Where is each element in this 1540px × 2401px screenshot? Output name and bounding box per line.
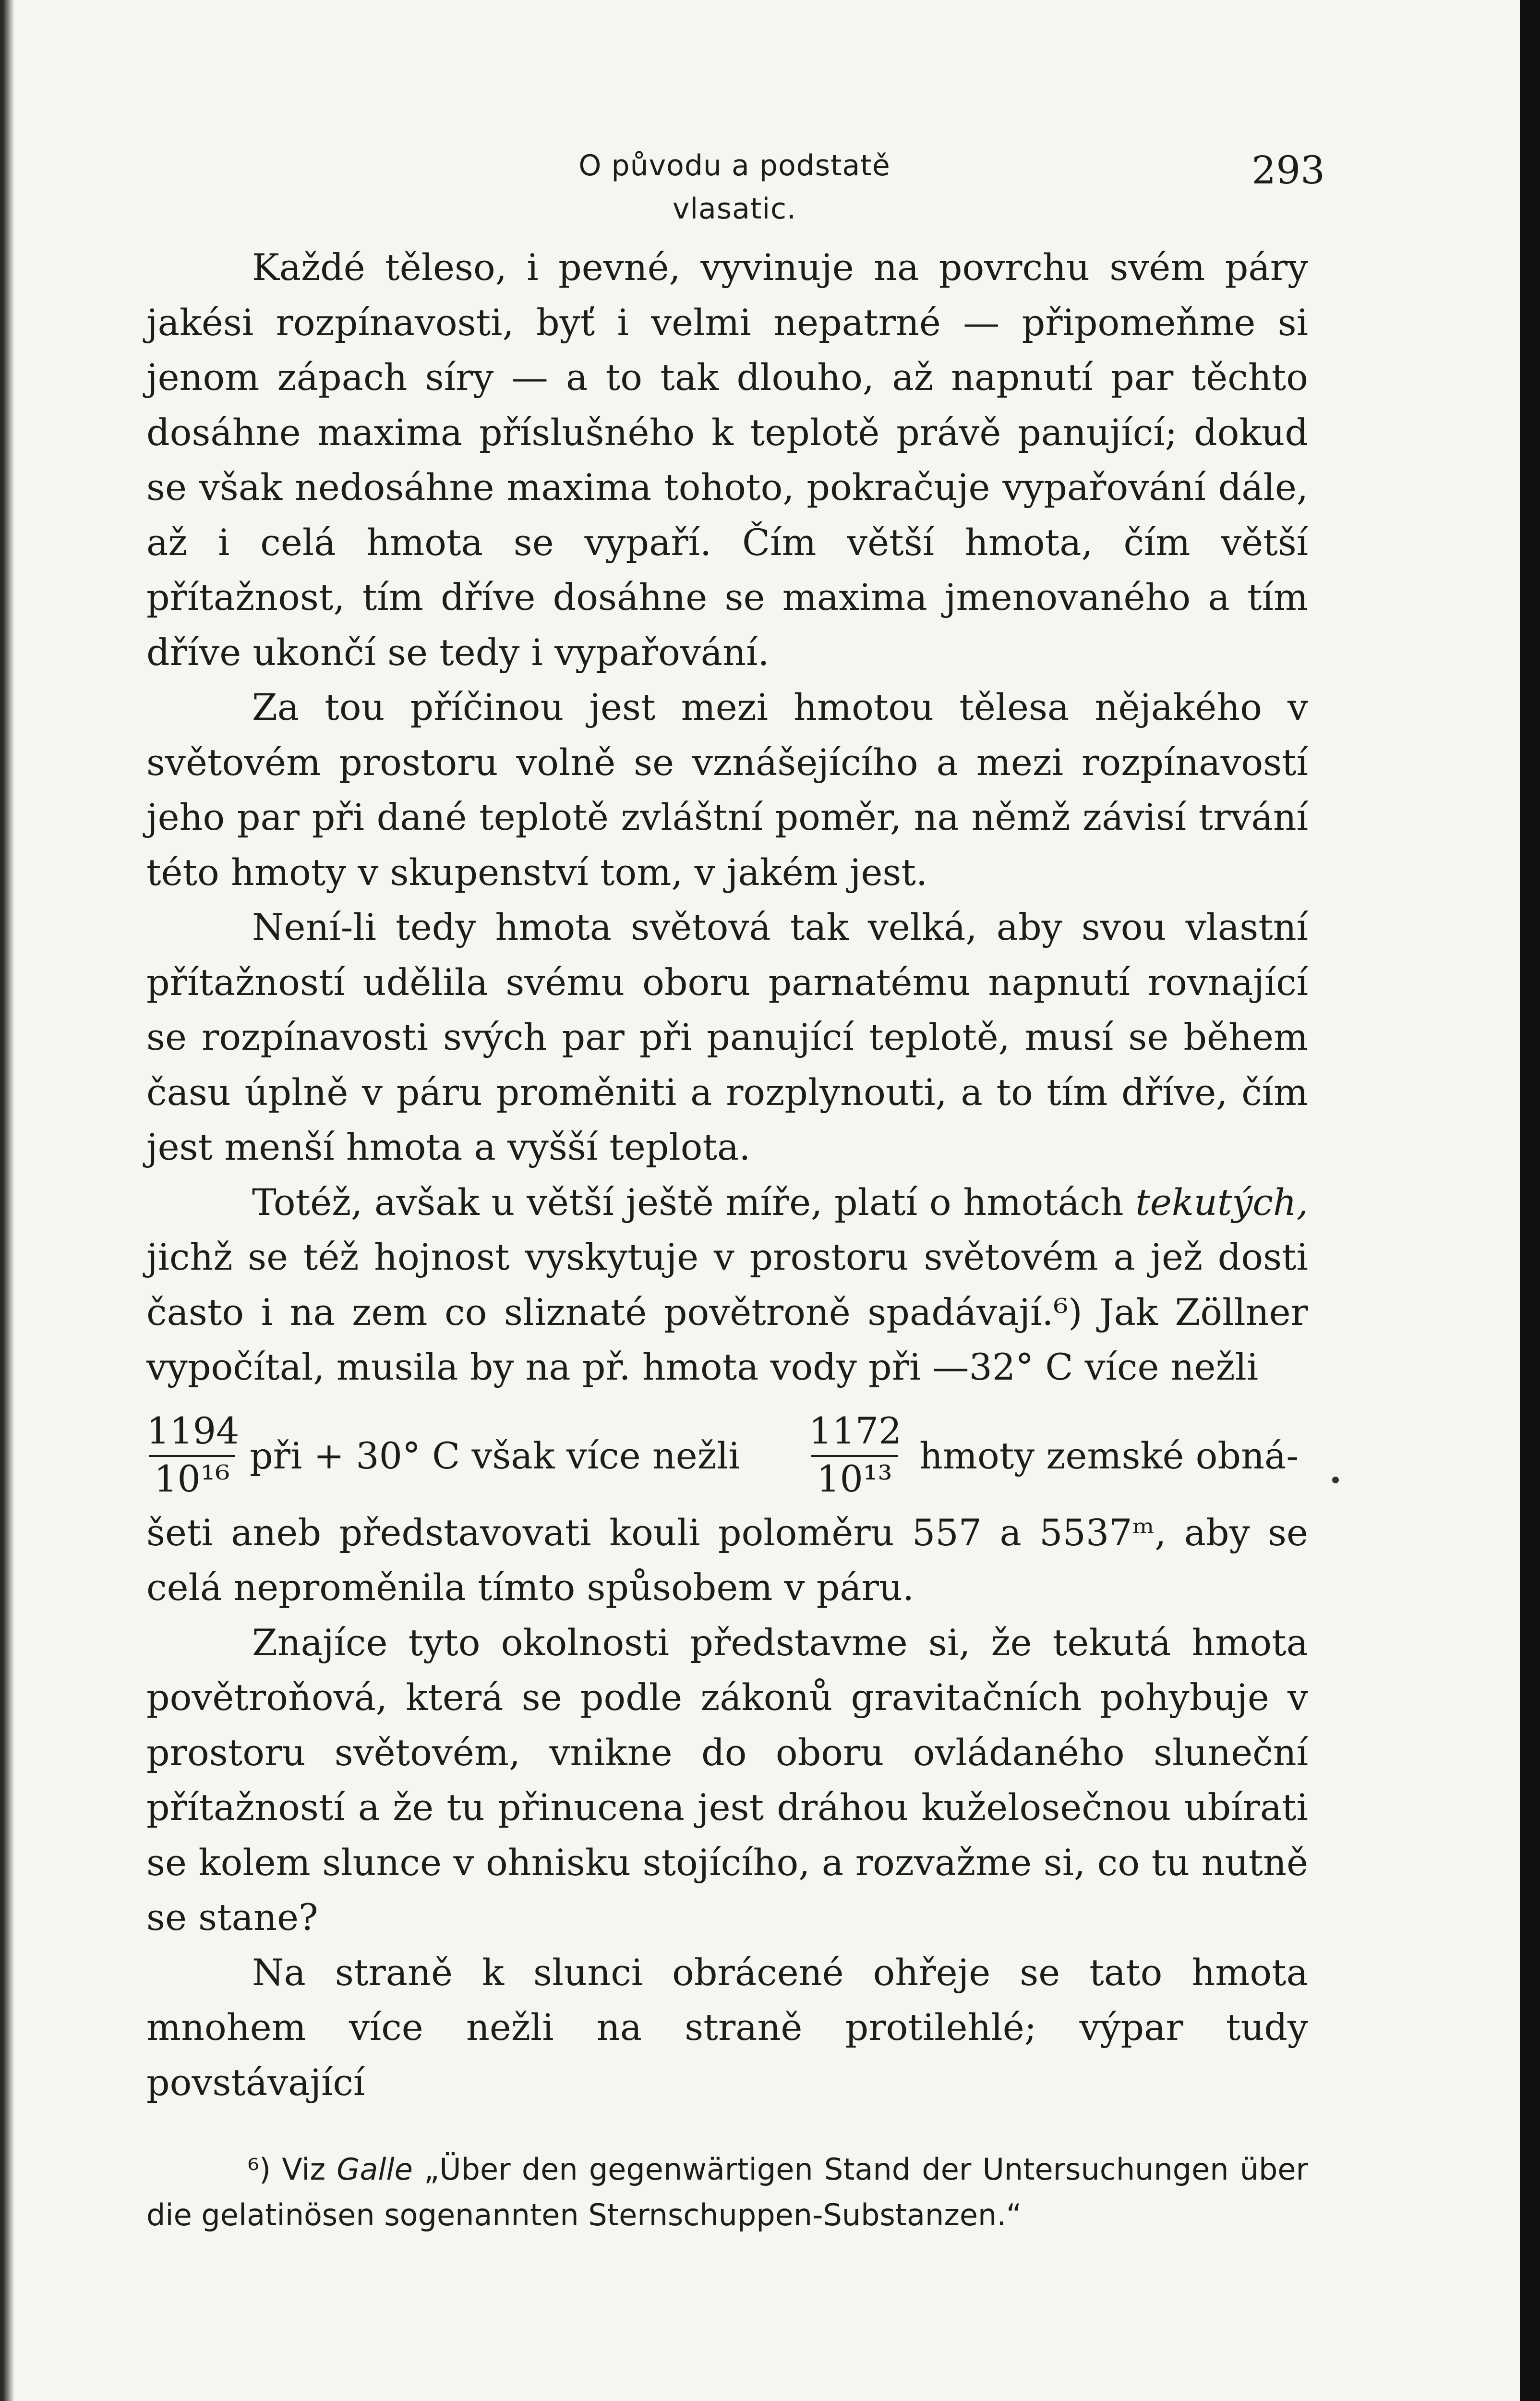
fraction-1-bar bbox=[149, 1455, 235, 1457]
fraction-2 bbox=[809, 1395, 900, 1505]
footnote-text: „Über den gegenwärtigen Stand der Untersuchungen über die gelatinösen sogenannten Sternschuppen-Substanzen.“ bbox=[146, 2152, 1309, 2232]
page-number: 293 bbox=[1251, 148, 1325, 193]
page-body bbox=[146, 240, 1308, 2110]
scan-edge-left bbox=[0, 0, 14, 2401]
paragraph-2: Za tou příčinou jest mezi hmotou tělesa nějakého v světovém prostoru volně se vznášejícího a mezi rozpínavostí jeho par při dané teplotě zvláštní poměr, na němž závisí trvání této hmoty v skupenství tom, v jakém jest. bbox=[146, 686, 1308, 894]
footnote-marker: ⁶) Viz bbox=[247, 2152, 337, 2187]
footnote-author: Galle bbox=[337, 2152, 413, 2187]
fraction-2-bar bbox=[811, 1455, 898, 1457]
fraction-1 bbox=[146, 1395, 238, 1505]
paragraph-4-rest: jichž se též hojnost vyskytuje v prostoru světovém a jež dosti často i na zem co sliznaté povětroně spadávají.⁶) Jak Zöllner vypočítal, musila by na př. hmota vody při —32° C více nežli bbox=[146, 1236, 1308, 1388]
paragraph-1: Každé těleso, i pevné, vyvinuje na povrchu svém páry jakési rozpínavosti, byť i velmi nepatrné — připomeňme si jenom zápach síry — a to tak dlouho, až napnutí par těchto dosáhne maxima příslušného k teplotě právě panující; dokud se však nedosáhne maxima tohoto, pokračuje vypařování dále, až i celá hmota se vypaří. Čím větší hmota, čím větší přítažnost, tím dříve dosáhne se maxima jmenovaného a tím dříve ukončí se tedy i vypařování. bbox=[146, 246, 1308, 674]
paragraph-4-start: Totéž, avšak u větší ještě míře, platí o hmotách bbox=[252, 1180, 1136, 1224]
paragraph-5: Znajíce tyto okolnosti představme si, že tekutá hmota povětroňová, která se podle zákonů gravitačních pohybuje v prostoru světovém, vnikne do oboru ovládaného sluneční přítažností a že tu přinucena jest dráhou kuželosečnou ubírati se kolem slunce v ohnisku stojícího, a rozvažme si, co tu nutně se stane? bbox=[146, 1621, 1308, 1939]
paragraph-6: Na straně k slunci obrácené ohřeje se tato hmota mnohem více nežli na straně protilehlé; výpar tudy povstávající bbox=[146, 1951, 1308, 2104]
formula-middle-text: při + 30° C však více nežli bbox=[250, 1434, 740, 1477]
running-title: O původu a podstatě vlasatic. bbox=[578, 149, 890, 226]
paragraph-4 bbox=[146, 1175, 1308, 1395]
formula-line bbox=[146, 1395, 1308, 1505]
fraction-2-numerator: 1172 bbox=[809, 1409, 902, 1452]
paragraph-4-italic: tekutých, bbox=[1135, 1180, 1308, 1224]
stray-dot bbox=[1332, 1477, 1339, 1483]
fraction-1-denominator: 10¹⁶ bbox=[154, 1457, 230, 1500]
fraction-1-numerator: 1194 bbox=[146, 1409, 240, 1452]
footnote bbox=[146, 2146, 1308, 2238]
paragraph-4-end: šeti aneb představovati kouli poloměru 557 a 5537ᵐ, aby se celá neproměnila tímto spůsobem v páru. bbox=[146, 1511, 1308, 1609]
formula-end-text: hmoty zemské obná- bbox=[919, 1434, 1299, 1477]
fraction-2-denominator: 10¹³ bbox=[817, 1457, 892, 1500]
scan-edge-right bbox=[1520, 0, 1540, 2401]
paragraph-3: Není-li tedy hmota světová tak velká, aby svou vlastní přítažností udělila svému oboru parnatému napnutí rovnající se rozpínavosti svých par při panující teplotě, musí se během času úplně v páru proměniti a rozplynouti, a to tím dříve, čím jest menší hmota a vyšší teplota. bbox=[146, 906, 1308, 1168]
